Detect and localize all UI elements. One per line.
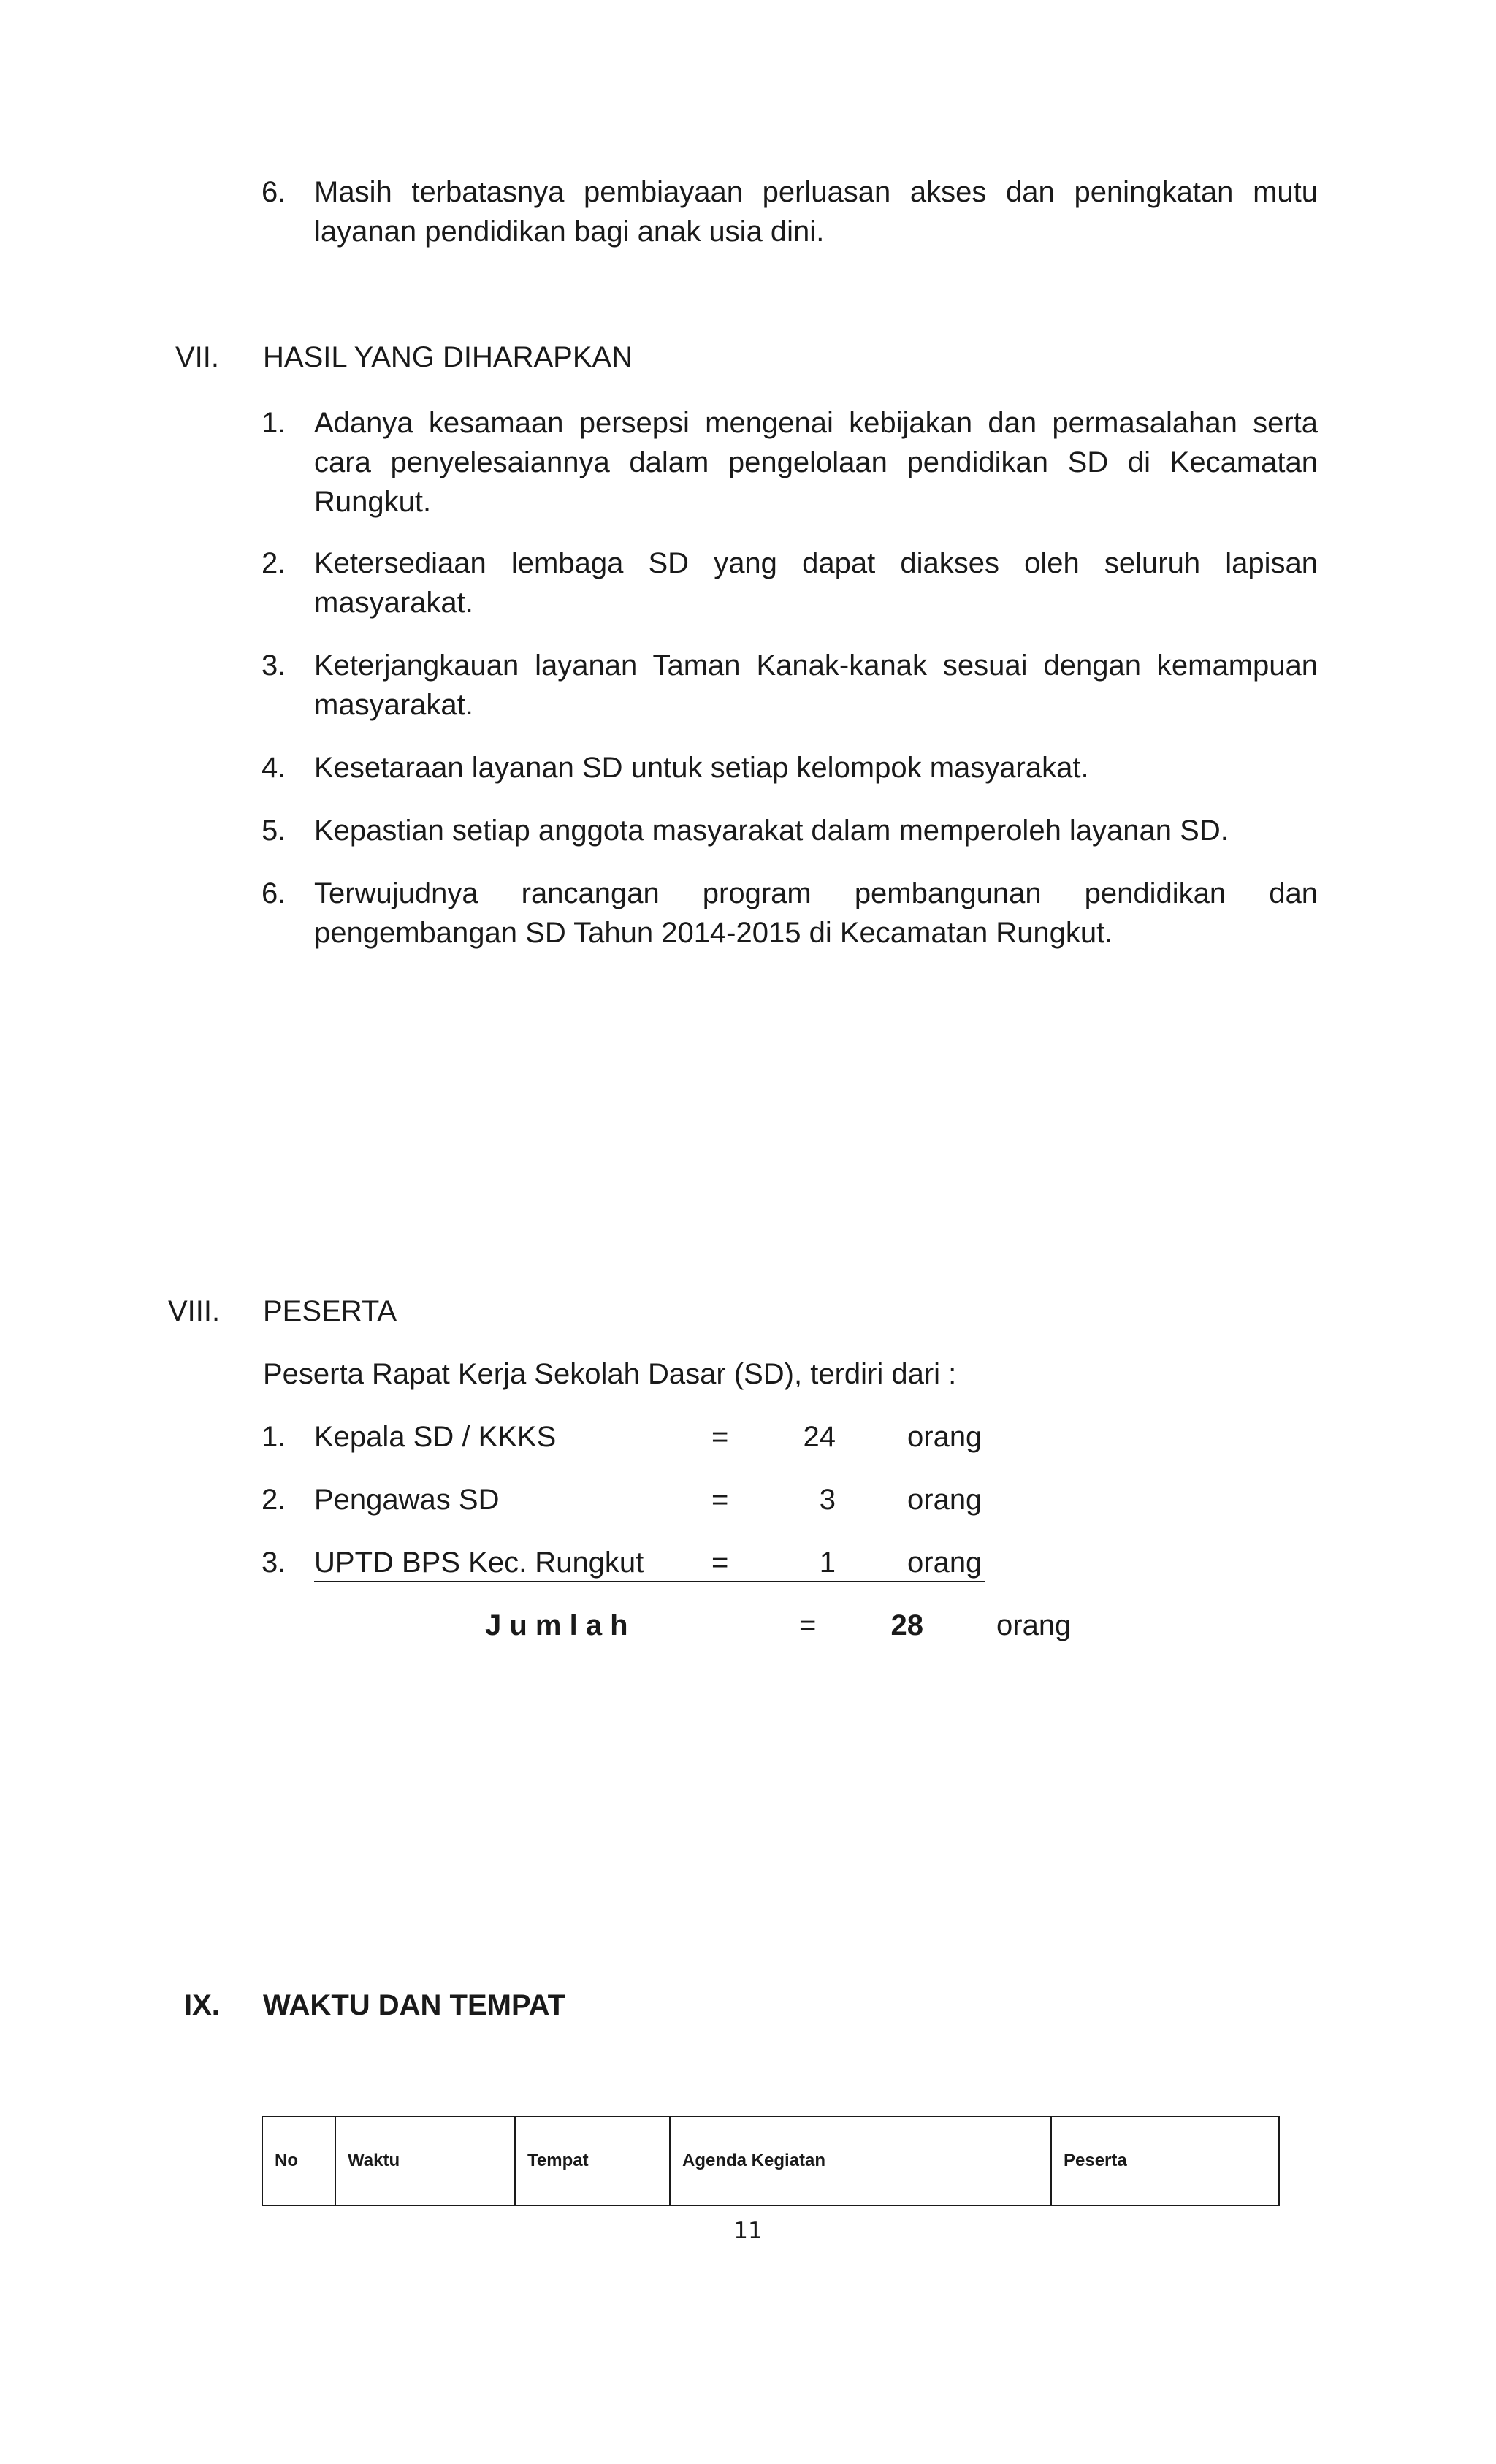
table-header-no: No: [262, 2116, 335, 2205]
section8-intro: Peserta Rapat Kerja Sekolah Dasar (SD), terdiri dari :: [263, 1358, 957, 1390]
total-count: 28: [890, 1609, 923, 1641]
total-equals: =: [799, 1609, 817, 1641]
table-header-peserta: Peserta: [1051, 2116, 1279, 2205]
section7-number: VII.: [175, 341, 220, 373]
section8-number: VIII.: [168, 1295, 221, 1327]
list-item-number: 6.: [262, 877, 286, 909]
list-item-line: Rungkut.: [314, 486, 432, 518]
table-header-agenda: Agenda Kegiatan: [670, 2116, 1051, 2205]
participant-name: Pengawas SD: [314, 1484, 500, 1516]
participant-name: UPTD BPS Kec. Rungkut: [314, 1546, 644, 1579]
list-item-line: masyarakat.: [314, 587, 473, 619]
table-header-waktu: Waktu: [335, 2116, 515, 2205]
participant-unit: orang: [907, 1421, 982, 1453]
list-item-number: 4.: [262, 752, 286, 784]
list-item-line: Kepastian setiap anggota masyarakat dalam memperoleh layanan SD.: [314, 815, 1229, 847]
total-label: J u m l a h: [485, 1609, 628, 1641]
table-header-row: [262, 2116, 1279, 2205]
table-header-tempat: Tempat: [515, 2116, 670, 2205]
participant-number: 2.: [262, 1484, 286, 1516]
list-item-number: 3.: [262, 649, 286, 682]
intro-item-line1: Masih terbatasnya pembiayaan perluasan akses dan peningkatan mutu: [314, 176, 1318, 208]
list-item-number: 1.: [262, 407, 286, 439]
list-item-line: Adanya kesamaan persepsi mengenai kebijakan dan permasalahan serta: [314, 407, 1318, 439]
participant-unit: orang: [907, 1546, 982, 1579]
participant-equals: =: [711, 1546, 729, 1579]
list-item-line: pengembangan SD Tahun 2014-2015 di Kecamatan Rungkut.: [314, 917, 1113, 949]
section8-title: PESERTA: [263, 1295, 397, 1327]
participant-number: 1.: [262, 1421, 286, 1453]
participant-equals: =: [711, 1484, 729, 1516]
section9-number: IX.: [184, 1989, 220, 2021]
participant-count: 24: [803, 1421, 836, 1453]
participant-count: 3: [819, 1484, 836, 1516]
list-item-line: Keterjangkauan layanan Taman Kanak-kanak sesuai dengan kemampuan: [314, 649, 1318, 682]
list-item-line: Ketersediaan lembaga SD yang dapat diakses oleh seluruh lapisan: [314, 547, 1318, 579]
section7-title: HASIL YANG DIHARAPKAN: [263, 341, 633, 373]
section9-title: WAKTU DAN TEMPAT: [263, 1989, 566, 2021]
list-item-line: Kesetaraan layanan SD untuk setiap kelompok masyarakat.: [314, 752, 1089, 784]
intro-item-line2: layanan pendidikan bagi anak usia dini.: [314, 215, 825, 248]
list-item-line: masyarakat.: [314, 689, 473, 721]
list-item-number: 2.: [262, 547, 286, 579]
schedule-table: [262, 2116, 1280, 2206]
intro-item-number: 6.: [262, 176, 286, 208]
total-unit: orang: [996, 1609, 1072, 1641]
list-item-line: Terwujudnya rancangan program pembangunan pendidikan dan: [314, 877, 1318, 909]
participant-number: 3.: [262, 1546, 286, 1579]
participant-name: Kepala SD / KKKS: [314, 1421, 557, 1453]
participant-unit: orang: [907, 1484, 982, 1516]
page-number: 11: [733, 2218, 763, 2244]
list-item-number: 5.: [262, 815, 286, 847]
participant-count: 1: [819, 1546, 836, 1579]
list-item-line: cara penyelesaiannya dalam pengelolaan pendidikan SD di Kecamatan: [314, 446, 1318, 478]
participant-equals: =: [711, 1421, 729, 1453]
